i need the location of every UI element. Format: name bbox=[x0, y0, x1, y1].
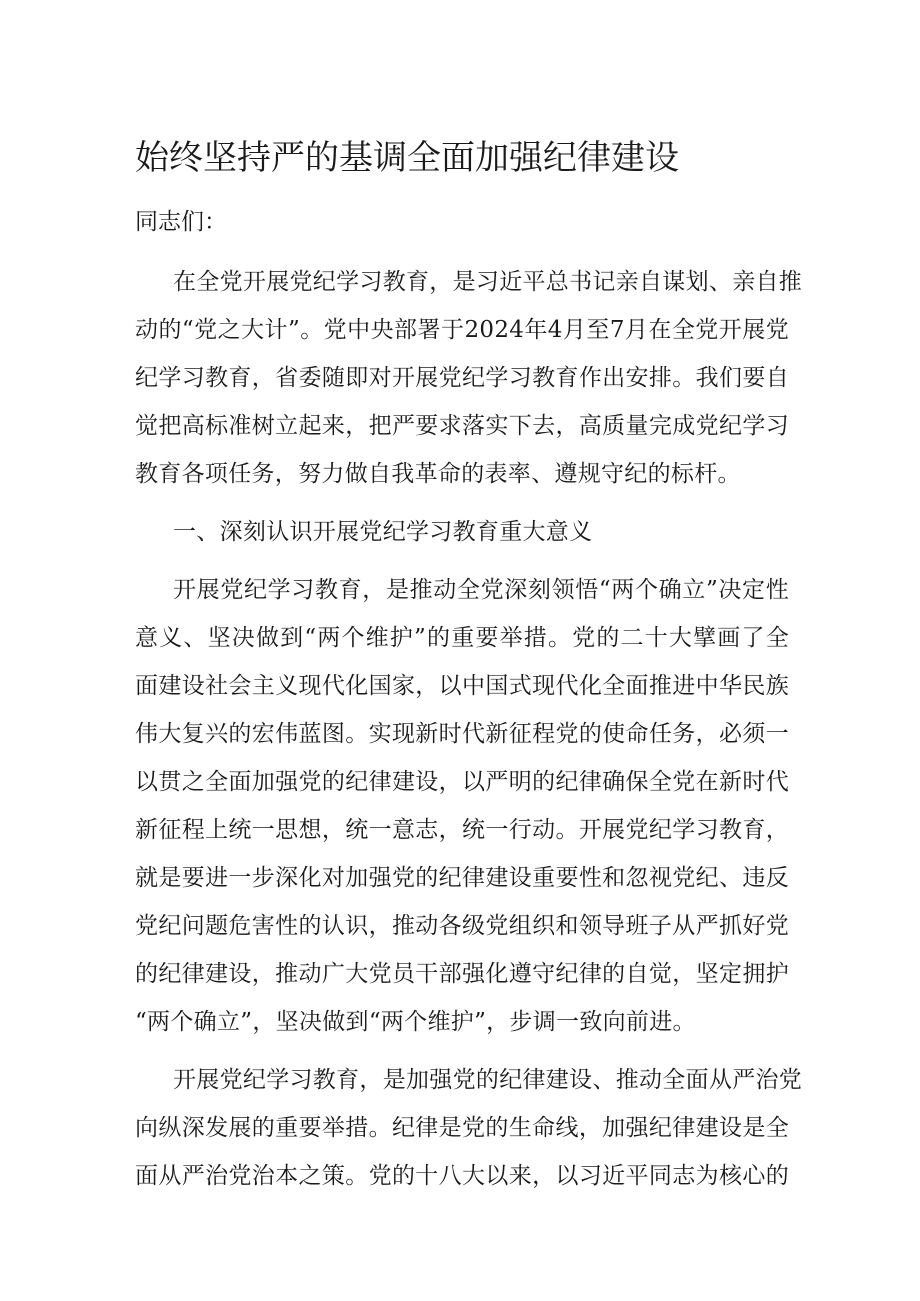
paragraph-line: 面从严治党治本之策。党的十八大以来，以习近平同志为核心的 bbox=[135, 1163, 789, 1189]
paragraph-line: 在全党开展党纪学习教育，是习近平总书记亲自谋划、亲自推 bbox=[173, 269, 803, 295]
paragraph-line: 开展党纪学习教育，是推动全党深刻领悟“两个确立”决定性 bbox=[173, 577, 789, 603]
paragraph-3 bbox=[135, 1056, 803, 1200]
salutation: 同志们： bbox=[135, 209, 227, 235]
paragraph-line: “两个确立”，坚决做到“两个维护”，步调一致向前进。 bbox=[135, 1009, 696, 1035]
paragraph-line: 向纵深发展的重要举措。纪律是党的生命线，加强纪律建设是全 bbox=[135, 1115, 789, 1141]
section-heading: 一、深刻认识开展党纪学习教育重大意义 bbox=[173, 519, 593, 545]
paragraph-2 bbox=[135, 566, 789, 1046]
paragraph-line: 新征程上统一思想，统一意志，统一行动。开展党纪学习教育， bbox=[135, 817, 789, 843]
paragraph-line: 教育各项任务，努力做自我革命的表率、遵规守纪的标杆。 bbox=[135, 461, 741, 487]
paragraph-line: 纪学习教育，省委随即对开展党纪学习教育作出安排。我们要自 bbox=[135, 365, 789, 391]
paragraph-line: 党纪问题危害性的认识，推动各级党组织和领导班子从严抓好党 bbox=[135, 913, 789, 939]
paragraph-line: 意义、坚决做到“两个维护”的重要举措。党的二十大擘画了全 bbox=[135, 625, 789, 651]
paragraph-line: 的纪律建设，推动广大党员干部强化遵守纪律的自觉，坚定拥护 bbox=[135, 961, 789, 987]
paragraph-line: 觉把高标准树立起来，把严要求落实下去，高质量完成党纪学习 bbox=[135, 413, 789, 439]
paragraph-line: 伟大复兴的宏伟蓝图。实现新时代新征程党的使命任务，必须一 bbox=[135, 721, 789, 747]
paragraph-line: 就是要进一步深化对加强党的纪律建设重要性和忽视党纪、违反 bbox=[135, 865, 789, 891]
paragraph-line: 动的“党之大计”。党中央部署于2024年4月至7月在全党开展党 bbox=[135, 317, 789, 343]
document-title: 始终坚持严的基调全面加强纪律建设 bbox=[135, 138, 679, 178]
paragraph-line: 开展党纪学习教育，是加强党的纪律建设、推动全面从严治党 bbox=[173, 1067, 803, 1093]
paragraph-line: 面建设社会主义现代化国家，以中国式现代化全面推进中华民族 bbox=[135, 673, 789, 699]
paragraph-1 bbox=[135, 258, 803, 498]
paragraph-line: 以贯之全面加强党的纪律建设，以严明的纪律确保全党在新时代 bbox=[135, 769, 789, 795]
